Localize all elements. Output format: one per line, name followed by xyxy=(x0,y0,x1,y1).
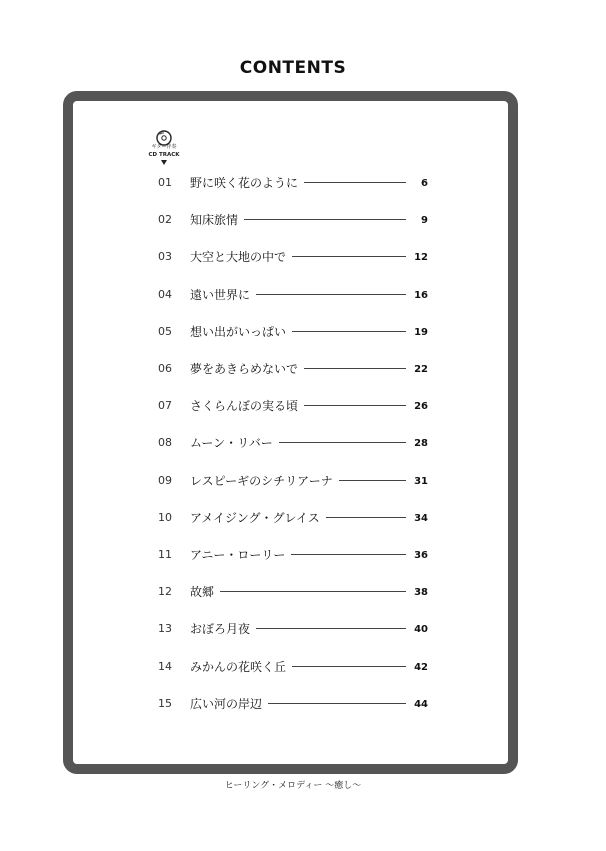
arrow-down-icon xyxy=(161,160,167,165)
song-title: ムーン・リバー xyxy=(190,433,279,453)
track-number: 06 xyxy=(158,362,172,375)
leader-line xyxy=(190,591,406,592)
page-number: 19 xyxy=(414,327,428,338)
toc-entry xyxy=(158,247,428,267)
toc-entry xyxy=(158,285,428,305)
page-number: 16 xyxy=(414,290,428,301)
page-number: 9 xyxy=(421,215,428,226)
song-title: 大空と大地の中で xyxy=(190,247,292,267)
page-title: CONTENTS xyxy=(239,58,347,78)
song-title: みかんの花咲く丘 xyxy=(190,657,292,677)
page-number: 26 xyxy=(414,401,428,412)
page-number: 22 xyxy=(414,364,428,375)
toc-entry xyxy=(158,508,428,528)
song-title: 遠い世界に xyxy=(190,285,256,305)
page-number: 31 xyxy=(414,476,428,487)
song-title: 知床旅情 xyxy=(190,210,244,230)
cd-track-label: CD TRACK xyxy=(148,152,180,158)
track-number: 08 xyxy=(158,436,172,449)
cd-guitar-label: ギター伴奏 xyxy=(151,144,177,150)
song-title: 想い出がいっぱい xyxy=(190,322,292,342)
page-number: 38 xyxy=(414,587,428,598)
track-number: 15 xyxy=(158,697,172,710)
track-number: 12 xyxy=(158,585,172,598)
toc-entry xyxy=(158,396,428,416)
page-number: 6 xyxy=(421,178,428,189)
track-number: 09 xyxy=(158,474,172,487)
toc-entry xyxy=(158,657,428,677)
track-number: 11 xyxy=(158,548,172,561)
page-number: 34 xyxy=(414,513,428,524)
song-title: レスピーギのシチリアーナ xyxy=(190,471,339,491)
song-title: アメイジング・グレイス xyxy=(190,508,326,528)
track-number: 05 xyxy=(158,325,172,338)
song-title: アニー・ローリー xyxy=(190,545,291,565)
song-title: さくらんぼの実る頃 xyxy=(190,396,304,416)
track-number: 10 xyxy=(158,511,172,524)
song-title: 野に咲く花のように xyxy=(190,173,304,193)
page-number: 12 xyxy=(414,252,428,263)
toc-entry xyxy=(158,471,428,491)
page-number: 44 xyxy=(414,699,428,710)
toc-entry xyxy=(158,322,428,342)
toc-entry xyxy=(158,619,428,639)
page-number: 42 xyxy=(414,662,428,673)
track-number: 04 xyxy=(158,288,172,301)
track-number: 02 xyxy=(158,213,172,226)
toc-entry xyxy=(158,210,428,230)
song-title: 夢をあきらめないで xyxy=(190,359,304,379)
track-number: 07 xyxy=(158,399,172,412)
toc-entry xyxy=(158,433,428,453)
song-title: 広い河の岸辺 xyxy=(190,694,268,714)
page-number: 40 xyxy=(414,624,428,635)
track-number: 01 xyxy=(158,176,172,189)
song-title: おぼろ月夜 xyxy=(190,619,256,639)
toc-entry xyxy=(158,545,428,565)
page-number: 28 xyxy=(414,438,428,449)
page-number: 36 xyxy=(414,550,428,561)
track-number: 13 xyxy=(158,622,172,635)
toc-entry xyxy=(158,173,428,193)
toc-entry xyxy=(158,582,428,602)
toc-entry xyxy=(158,694,428,714)
toc-entry xyxy=(158,359,428,379)
track-number: 14 xyxy=(158,660,172,673)
song-title: 故郷 xyxy=(190,582,220,602)
footer-book-title: ヒーリング・メロディー 〜癒し〜 xyxy=(224,781,362,791)
track-number: 03 xyxy=(158,250,172,263)
